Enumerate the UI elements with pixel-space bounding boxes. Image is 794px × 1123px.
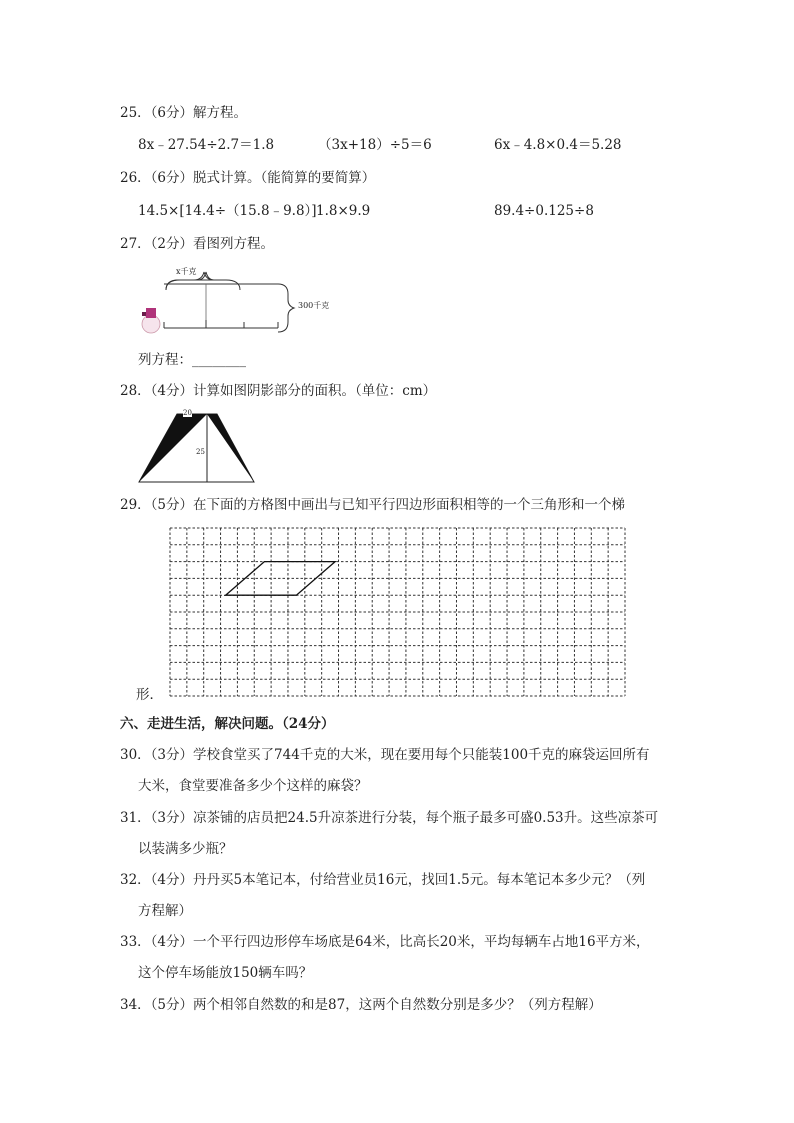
q30-line-1: 30．（3分）学校食堂买了744千克的大米，现在要用每个只能装100千克的麻袋运回所有 bbox=[120, 747, 650, 763]
q28-top-label: 20 bbox=[183, 409, 192, 417]
q30-line-2: 大米，食堂要准备多少个这样的麻袋？ bbox=[138, 778, 368, 794]
q25-title: 25．（6分）解方程。 bbox=[120, 105, 248, 121]
q28-title: 28．（4分）计算如图阴影部分的面积。（单位：cm） bbox=[120, 383, 437, 399]
q32-line-1: 32．（4分）丹丹买5本笔记本，付给营业员16元，找回1.5元。每本笔记本多少元？（列 bbox=[120, 872, 646, 888]
q25-equation-1: 8x﹣27.54÷2.7＝1.8 bbox=[138, 137, 275, 153]
q34-line-1: 34．（5分）两个相邻自然数的和是87，这两个自然数分别是多少？（列方程解） bbox=[120, 997, 602, 1013]
q26-expression-2: 1.8×9.9 bbox=[316, 203, 371, 219]
q29-dotted-grid bbox=[170, 528, 625, 696]
q25-equation-2: （3x+18）÷5＝6 bbox=[318, 137, 432, 153]
q33-line-1: 33．（4分）一个平行四边形停车场底是64米，比高长20米，平均每辆车占地16平方米， bbox=[120, 934, 650, 950]
q26-expression-1: 14.5×[14.4÷（15.8﹣9.8）] bbox=[138, 203, 317, 219]
q26-title: 26．（6分）脱式计算。（能简算的要简算） bbox=[120, 170, 376, 186]
q31-line-1: 31．（3分）凉茶铺的店员把24.5升凉茶进行分装，每个瓶子最多可盛0.53升。这些凉茶可 bbox=[120, 810, 659, 826]
q33-line-2: 这个停车场能放150辆车吗？ bbox=[138, 965, 313, 981]
q28-height-label: 25 bbox=[196, 448, 205, 456]
q29-tail: 形． bbox=[136, 687, 163, 703]
q26-expression-3: 89.4÷0.125÷8 bbox=[494, 203, 594, 219]
section-6-title: 六、走进生活，解决问题。（24分） bbox=[120, 716, 335, 732]
q29-title: 29．（5分）在下面的方格图中画出与已知平行四边形面积相等的一个三角形和一个梯 bbox=[120, 497, 626, 513]
q32-line-2: 方程解） bbox=[138, 903, 192, 919]
q31-line-2: 以装满多少瓶？ bbox=[138, 841, 233, 857]
q27-answer-line: 列方程：________ bbox=[138, 352, 246, 368]
q27-title: 27．（2分）看图列方程。 bbox=[120, 236, 275, 252]
q25-equation-3: 6x﹣4.8×0.4＝5.28 bbox=[494, 137, 622, 153]
q27-x-label: x千克 bbox=[176, 267, 197, 276]
q27-total-label: 300千克 bbox=[298, 301, 330, 310]
